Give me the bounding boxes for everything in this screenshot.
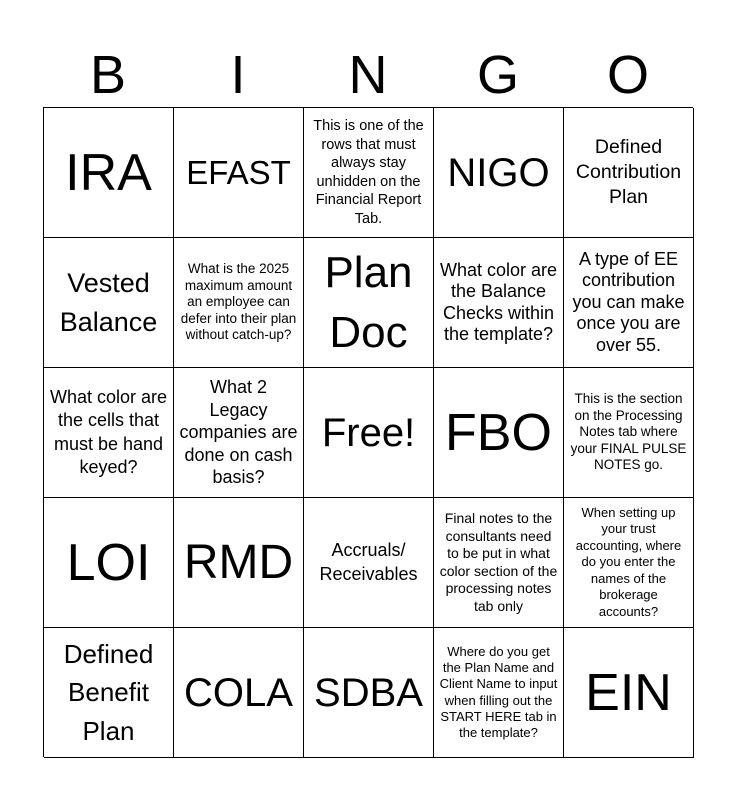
bingo-cell[interactable]: [174, 368, 304, 498]
cell-text: Defined Benefit Plan: [63, 638, 154, 746]
cell-text: A type of EE contribution you can make once you are over 55.: [572, 248, 685, 355]
cell-text: Vested Balance: [59, 267, 158, 337]
cell-text: NIGO: [447, 150, 550, 195]
bingo-cell[interactable]: [304, 238, 434, 368]
cell-text: What color are the Balance Checks within the template?: [439, 259, 558, 344]
cell-text: When setting up your trust accounting, where do you enter the names of the brokerage accounts?: [575, 504, 682, 619]
bingo-cell[interactable]: [564, 628, 694, 758]
bingo-card-grid: [43, 107, 693, 757]
bingo-cell[interactable]: [44, 108, 174, 238]
bingo-cell[interactable]: [564, 238, 694, 368]
cell-text: LOI: [66, 533, 151, 592]
cell-text: IRA: [65, 143, 152, 202]
cell-text: RMD: [183, 536, 294, 589]
header-letter-b: B: [89, 45, 127, 105]
cell-text: SDBA: [314, 670, 423, 715]
cell-text: What 2 Legacy companies are done on cash basis?: [179, 377, 298, 488]
bingo-cell[interactable]: [44, 498, 174, 628]
header-letter-g: G: [476, 45, 519, 105]
bingo-cell[interactable]: [304, 498, 434, 628]
bingo-cell[interactable]: [44, 238, 174, 368]
cell-text: Plan Doc: [324, 247, 413, 357]
cell-text: What color are the cells that must be hand keyed?: [49, 386, 168, 477]
free-space-text: Free!: [321, 410, 416, 455]
header-letter-n: N: [348, 45, 388, 105]
cell-text: EIN: [585, 663, 672, 722]
bingo-cell[interactable]: [304, 628, 434, 758]
cell-text: This is one of the rows that must always stay unhidden on the Financial Report Tab.: [313, 118, 424, 227]
header-letter-o: O: [606, 45, 649, 105]
bingo-cell[interactable]: [434, 628, 564, 758]
bingo-cell[interactable]: [304, 368, 434, 498]
bingo-cell[interactable]: [174, 498, 304, 628]
bingo-cell[interactable]: [434, 498, 564, 628]
cell-text: Defined Contribution Plan: [575, 136, 682, 208]
header-letter-i: I: [230, 45, 246, 105]
bingo-cell[interactable]: [434, 108, 564, 238]
bingo-cell[interactable]: [174, 628, 304, 758]
cell-text: Where do you get the Plan Name and Client Name to input when filling out the START HERE tab in the template?: [439, 643, 558, 741]
cell-text: What is the 2025 maximum amount an employee can defer into their plan without catch-up?: [180, 261, 297, 343]
bingo-cell[interactable]: [564, 368, 694, 498]
cell-text: Final notes to the consultants need to be put in what color section of the processing notes tab only: [439, 510, 558, 614]
cell-text: Accruals/ Receivables: [319, 540, 418, 584]
cell-text: This is the section on the Processing Notes tab where your FINAL PULSE NOTES go.: [570, 391, 687, 473]
bingo-cell[interactable]: [44, 628, 174, 758]
bingo-cell[interactable]: [564, 498, 694, 628]
cell-text: EFAST: [186, 153, 291, 191]
cell-text: COLA: [184, 670, 293, 715]
bingo-cell[interactable]: [434, 368, 564, 498]
bingo-cell[interactable]: [304, 108, 434, 238]
bingo-cell[interactable]: [44, 368, 174, 498]
bingo-cell[interactable]: [434, 238, 564, 368]
bingo-cell[interactable]: [174, 238, 304, 368]
cell-text: FBO: [445, 403, 552, 462]
bingo-cell[interactable]: [174, 108, 304, 238]
bingo-header: [43, 42, 693, 108]
bingo-cell[interactable]: [564, 108, 694, 238]
